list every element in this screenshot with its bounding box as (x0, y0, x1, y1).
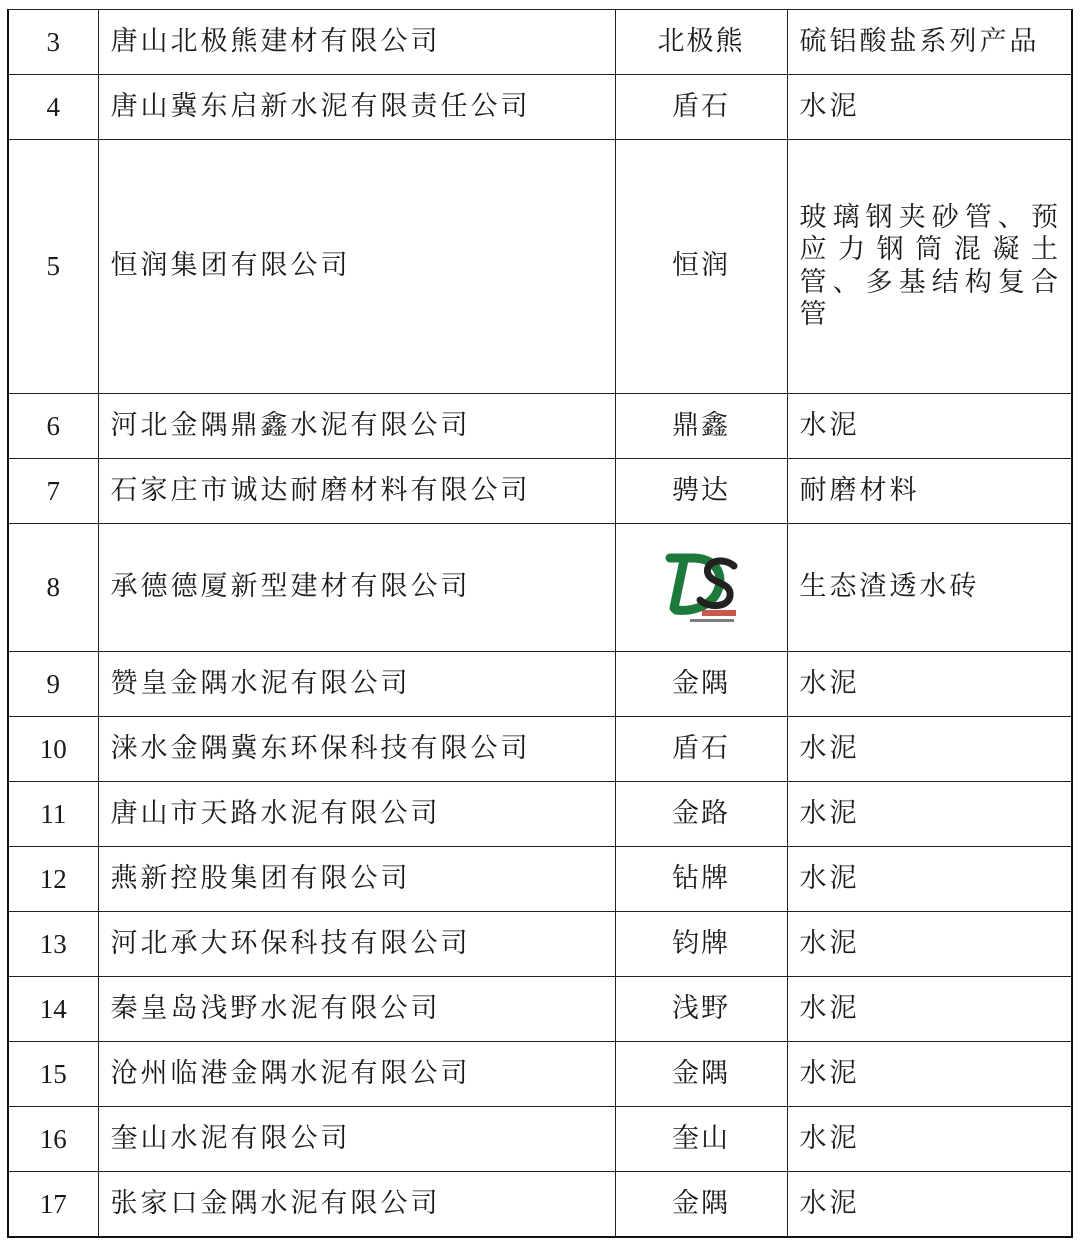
row-number: 4 (8, 75, 98, 140)
brand-name: 北极熊 (615, 10, 787, 75)
company-name: 赞皇金隅水泥有限公司 (98, 652, 615, 717)
table-row (8, 10, 1072, 75)
product-name: 水泥 (787, 977, 1072, 1042)
product-name: 生态渣透水砖 (787, 524, 1072, 652)
brand-name: 盾石 (615, 75, 787, 140)
company-name: 河北金隅鼎鑫水泥有限公司 (98, 394, 615, 459)
table-row (8, 140, 1072, 394)
brand-name: 金隅 (615, 1042, 787, 1107)
product-name: 水泥 (787, 1172, 1072, 1237)
row-number: 11 (8, 782, 98, 847)
table-row (8, 1042, 1072, 1107)
brand-name: 骋达 (615, 459, 787, 524)
ds-logo-icon (662, 552, 740, 624)
table-row (8, 1107, 1072, 1172)
brand-name: 金隅 (615, 652, 787, 717)
row-number: 12 (8, 847, 98, 912)
product-name: 硫铝酸盐系列产品 (787, 10, 1072, 75)
company-name: 恒润集团有限公司 (98, 140, 615, 394)
brand-logo-cell (615, 524, 787, 652)
product-name: 水泥 (787, 912, 1072, 977)
company-name: 沧州临港金隅水泥有限公司 (98, 1042, 615, 1107)
product-name: 水泥 (787, 1107, 1072, 1172)
product-name: 玻璃钢夹砂管、预应力钢筒混凝土管、多基结构复合管 (787, 140, 1072, 394)
row-number: 17 (8, 1172, 98, 1237)
table-row (8, 1172, 1072, 1237)
table-row (8, 524, 1072, 652)
brand-name: 鼎鑫 (615, 394, 787, 459)
row-number: 3 (8, 10, 98, 75)
company-name: 石家庄市诚达耐磨材料有限公司 (98, 459, 615, 524)
row-number: 13 (8, 912, 98, 977)
brand-name: 钧牌 (615, 912, 787, 977)
company-name: 唐山冀东启新水泥有限责任公司 (98, 75, 615, 140)
table-row (8, 652, 1072, 717)
table-row (8, 782, 1072, 847)
row-number: 15 (8, 1042, 98, 1107)
brand-name: 奎山 (615, 1107, 787, 1172)
row-number: 8 (8, 524, 98, 652)
row-number: 10 (8, 717, 98, 782)
product-name: 水泥 (787, 717, 1072, 782)
row-number: 5 (8, 140, 98, 394)
product-name: 水泥 (787, 394, 1072, 459)
row-number: 9 (8, 652, 98, 717)
company-name: 奎山水泥有限公司 (98, 1107, 615, 1172)
company-name: 唐山市天路水泥有限公司 (98, 782, 615, 847)
table-row (8, 977, 1072, 1042)
company-name: 秦皇岛浅野水泥有限公司 (98, 977, 615, 1042)
row-number: 6 (8, 394, 98, 459)
product-name: 耐磨材料 (787, 459, 1072, 524)
document-page (7, 9, 1071, 1238)
brand-name: 恒润 (615, 140, 787, 394)
company-name: 唐山北极熊建材有限公司 (98, 10, 615, 75)
table-row (8, 459, 1072, 524)
row-number: 16 (8, 1107, 98, 1172)
brand-name: 钻牌 (615, 847, 787, 912)
brand-name: 浅野 (615, 977, 787, 1042)
table-row (8, 75, 1072, 140)
product-name: 水泥 (787, 847, 1072, 912)
table-row (8, 394, 1072, 459)
company-name: 河北承大环保科技有限公司 (98, 912, 615, 977)
product-name: 水泥 (787, 652, 1072, 717)
ds-brand-logo (616, 552, 787, 624)
brand-name: 盾石 (615, 717, 787, 782)
product-name: 水泥 (787, 75, 1072, 140)
product-name: 水泥 (787, 1042, 1072, 1107)
company-name: 涞水金隅冀东环保科技有限公司 (98, 717, 615, 782)
table-row (8, 847, 1072, 912)
company-name: 承德德厦新型建材有限公司 (98, 524, 615, 652)
company-brand-table (7, 9, 1073, 1238)
brand-name: 金隅 (615, 1172, 787, 1237)
table-row (8, 717, 1072, 782)
company-name: 张家口金隅水泥有限公司 (98, 1172, 615, 1237)
company-name: 燕新控股集团有限公司 (98, 847, 615, 912)
row-number: 7 (8, 459, 98, 524)
brand-name: 金路 (615, 782, 787, 847)
row-number: 14 (8, 977, 98, 1042)
product-name: 水泥 (787, 782, 1072, 847)
table-row (8, 912, 1072, 977)
